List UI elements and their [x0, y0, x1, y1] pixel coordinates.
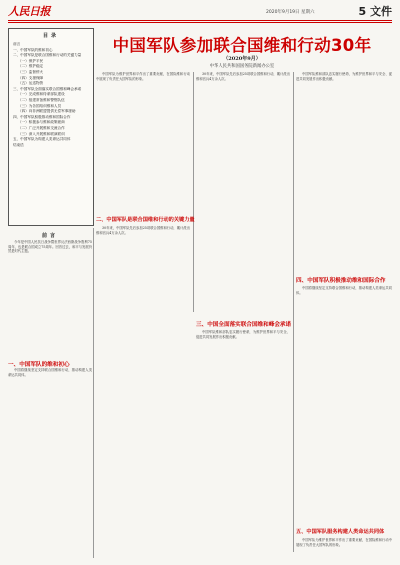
toc-item: （一）保护平民 [18, 58, 44, 63]
article-subtitle: （2020年9月） [223, 56, 261, 62]
paragraph: 中国军队维和部队忠实履行使命，为维护世界和平与安全、促进共同发展作出积极贡献。 [196, 330, 290, 339]
toc-item: （二）维护稳定 [18, 64, 44, 69]
toc-item: （四）向非洲联盟提供无偿军事援助 [18, 109, 76, 114]
toc-item: （三）深入开展维和联演联训 [18, 131, 65, 136]
article-title: 中国军队参加联合国维和行动30年 [112, 36, 372, 55]
paragraph: 中国将继续坚定支持联合国维和行动，推动构建人类命运共同体。 [8, 368, 92, 377]
preface-heading: 前言 [41, 233, 58, 239]
article-column [196, 330, 290, 558]
article-byline: 中华人民共和国国务院新闻办公室 [209, 64, 275, 69]
toc-item: 结束语 [13, 142, 24, 147]
toc-item: （三）为各国培训维和人员 [18, 103, 62, 108]
column-divider [193, 72, 194, 312]
article-column [296, 286, 392, 524]
article-column [296, 538, 392, 558]
article-column [196, 72, 290, 312]
toc-item: 三、中国军队全面落实联合国维和峰会承诺 [13, 86, 82, 91]
article-column [96, 226, 190, 426]
toc-title: 目录 [42, 33, 59, 39]
masthead [8, 3, 392, 19]
toc-item: （二）广泛开展维和交流合作 [18, 125, 65, 130]
section-heading-5: 五、中国军队服务构建人类命运共同体 [296, 529, 385, 535]
issue-date: 2020年9月19日 星期六 [266, 10, 315, 15]
toc-item: （二）组建常备维和警察队伍 [18, 97, 65, 102]
page-label: 5 文件 [358, 5, 392, 18]
toc-item: （一）完成维和待命部队建设 [18, 92, 65, 97]
paragraph: 30年来，中国军队先后参加25项联合国维和行动，累计派出维和官兵4万余人次。 [96, 226, 190, 235]
section-heading-3: 三、中国全面落实联合国维和峰会承诺 [196, 322, 292, 328]
toc-item: （五）运送物资 [18, 81, 44, 86]
article-column [8, 368, 92, 558]
article-column [296, 72, 392, 272]
section-heading-4: 四、中国军队积极推动维和国际合作 [296, 278, 386, 284]
column-divider [93, 228, 94, 558]
toc-item: （一）积极参与维和政策磋商 [18, 120, 65, 125]
section-heading-1: 一、中国军队的维和初心 [8, 362, 70, 368]
paragraph: 今年是中国人民抗日战争暨世界反法西斯战争胜利75周年，也是联合国成立75周年。回首过去，和平与发展仍然是时代主题。 [8, 240, 92, 253]
article-column [96, 72, 190, 212]
toc-item: 五、中国军队为构建人类命运共同体 [13, 137, 71, 142]
paragraph: 中国将继续坚定支持联合国维和行动，推动构建人类命运共同体。 [296, 286, 392, 295]
toc-item: 前言 [13, 42, 21, 46]
toc-list [13, 42, 93, 148]
toc-item: 四、中国军队积极推动维和国际合作 [13, 114, 71, 119]
paragraph: 中国军队维和部队忠实履行使命，为维护世界和平与安全、促进共同发展作出积极贡献。 [296, 72, 392, 81]
toc-item: （三）监督停火 [18, 69, 44, 74]
toc-item: 一、中国军队的维和初心 [13, 47, 53, 52]
toc-item: 二、中国军队是联合国维和行动的关键力量 [13, 53, 82, 58]
paragraph: 中国军队为维护世界和平作出了重要贡献，在国际维和行动中展现了负责任大国军队的形象。 [96, 72, 190, 81]
newspaper-logo: 人民日报 [8, 5, 50, 18]
column-divider [293, 72, 294, 552]
toc-item: （四）支援保障 [18, 75, 44, 80]
masthead-rule-thin [8, 22, 392, 23]
section-heading-2: 二、中国军队是联合国维和行动的关键力量 [96, 217, 195, 223]
table-of-contents [8, 28, 94, 226]
paragraph: 中国军队为维护世界和平作出了重要贡献，在国际维和行动中展现了负责任大国军队的形象。 [296, 538, 392, 547]
paragraph: 30年来，中国军队先后参加25项联合国维和行动，累计派出维和官兵4万余人次。 [196, 72, 290, 81]
masthead-rule [8, 20, 392, 21]
preface-text [8, 240, 92, 355]
